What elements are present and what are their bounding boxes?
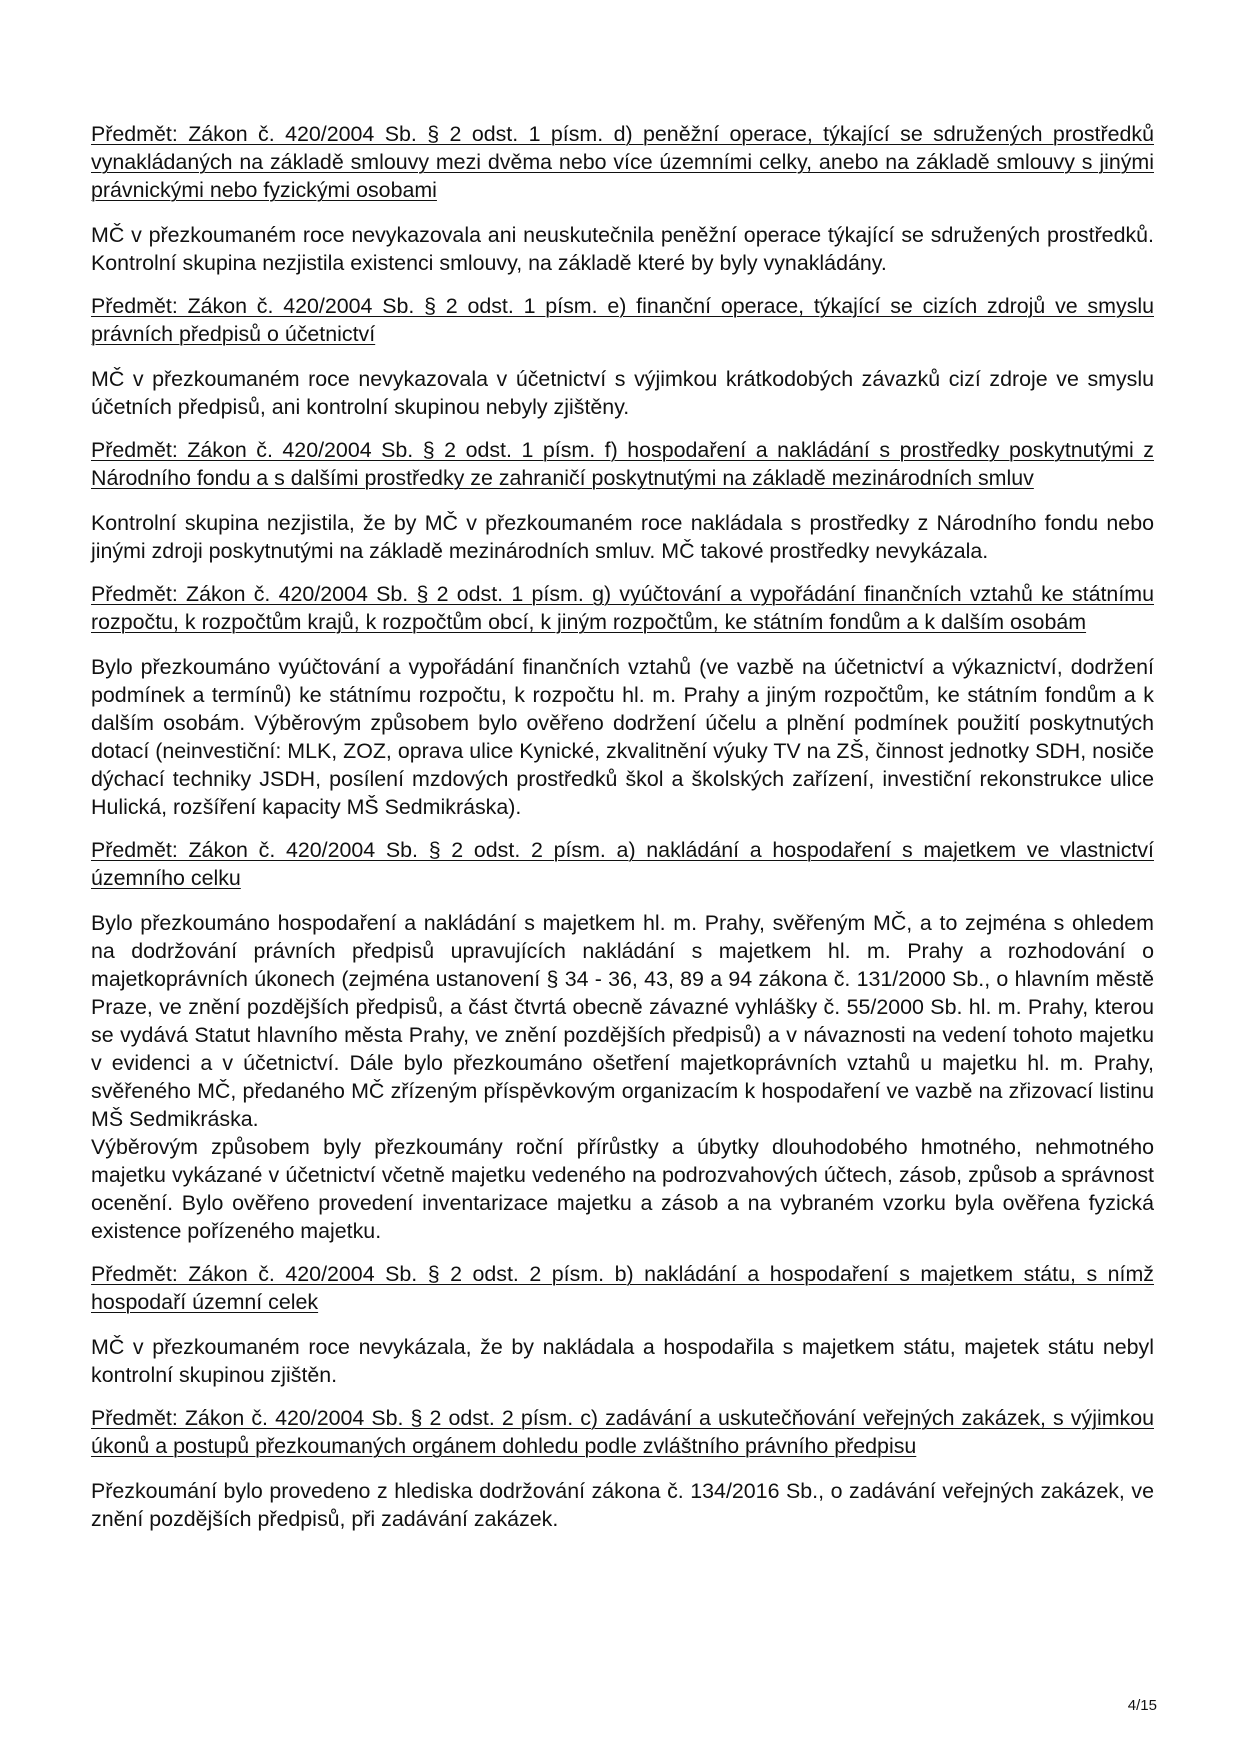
document-content (91, 0, 1154, 1533)
section-heading: Předmět: Zákon č. 420/2004 Sb. § 2 odst. 2 písm. c) zadávání a uskutečňování veřejných zakázek, s výjimkou úkonů a postupů přezkoumaných orgánem dohledu podle zvláštního právního předpisu (91, 1406, 1154, 1458)
section-heading: Předmět: Zákon č. 420/2004 Sb. § 2 odst. 2 písm. a) nakládání a hospodaření s majetkem ve vlastnictví územního celku (91, 838, 1154, 890)
section-e (91, 292, 1154, 421)
section-2c (91, 1404, 1154, 1533)
section-heading: Předmět: Zákon č. 420/2004 Sb. § 2 odst. 1 písm. d) peněžní operace, týkající se sdružených prostředků vynakládaných na základě smlouvy mezi dvěma nebo více územními celky, anebo na základě smlouvy s jinými právnickými nebo fyzickými osobami (91, 122, 1154, 202)
section-heading: Předmět: Zákon č. 420/2004 Sb. § 2 odst. 1 písm. e) finanční operace, týkající se cizích zdrojů ve smyslu právních předpisů o účetnictví (91, 294, 1154, 346)
section-paragraph: MČ v přezkoumaném roce nevykazovala v účetnictví s výjimkou krátkodobých závazků cizí zdroje ve smyslu účetních předpisů, ani kontrolní skupinou nebyly zjištěny. (91, 367, 1154, 419)
page-number: 4/15 (1127, 1697, 1157, 1714)
section-paragraph: Bylo přezkoumáno vyúčtování a vypořádání finančních vztahů (ve vazbě na účetnictví a výkaznictví, dodržení podmínek a termínů) ke státnímu rozpočtu, k rozpočtu hl. m. Prahy a jiným rozpočtům, ke státním fondům a k dalším osobám. Výběrovým způsobem bylo ověřeno dodržení účelu a plnění podmínek použití poskytnutých dotací (neinvestiční: MLK, ZOZ, oprava ulice Kynické, zkvalitnění výuky TV na ZŠ, činnost jednotky SDH, nosiče dýchací techniky JSDH, posílení mzdových prostředků škol a školských zařízení, investiční rekonstrukce ulice Hulická, rozšíření kapacity MŠ Sedmikráska). (91, 655, 1154, 819)
section-paragraph: Bylo přezkoumáno hospodaření a nakládání s majetkem hl. m. Prahy, svěřeným MČ, a to zejména s ohledem na dodržování právních předpisů upravujících nakládání s majetkem hl. m. Prahy a rozhodování o majetkoprávních úkonech (zejména ustanovení § 34 - 36, 43, 89 a 94 zákona č. 131/2000 Sb., o hlavním městě Praze, ve znění pozdějších předpisů, a část čtvrtá obecně závazné vyhlášky č. 55/2000 Sb. hl. m. Prahy, kterou se vydává Statut hlavního města Prahy, ve znění pozdějších předpisů) a v návaznosti na vedení tohoto majetku v evidenci a v účetnictví. Dále bylo přezkoumáno ošetření majetkoprávních vztahů u majetku hl. m. Prahy, svěřeného MČ, předaného MČ zřízeným příspěvkovým organizacím k hospodaření ve vazbě na zřizovací listinu MŠ Sedmikráska. (91, 911, 1154, 1131)
section-paragraph: MČ v přezkoumaném roce nevykázala, že by nakládala a hospodařila s majetkem státu, majetek státu nebyl kontrolní skupinou zjištěn. (91, 1335, 1154, 1387)
section-2a (91, 836, 1154, 1245)
section-g (91, 580, 1154, 821)
section-heading: Předmět: Zákon č. 420/2004 Sb. § 2 odst. 1 písm. g) vyúčtování a vypořádání finančních vztahů ke státnímu rozpočtu, k rozpočtům krajů, k rozpočtům obcí, k jiným rozpočtům, ke státním fondům a k dalším osobám (91, 582, 1154, 634)
section-paragraph: Kontrolní skupina nezjistila, že by MČ v přezkoumaném roce nakládala s prostředky z Národního fondu nebo jinými zdroji poskytnutými na základě mezinárodních smluv. MČ takové prostředky nevykázala. (91, 511, 1154, 563)
section-paragraph: Přezkoumání bylo provedeno z hlediska dodržování zákona č. 134/2016 Sb., o zadávání veřejných zakázek, ve znění pozdějších předpisů, při zadávání zakázek. (91, 1479, 1154, 1531)
section-paragraph: Výběrovým způsobem byly přezkoumány roční přírůstky a úbytky dlouhodobého hmotného, nehmotného majetku vykázané v účetnictví včetně majetku vedeného na podrozvahových účtech, zásob, způsob a správnost ocenění. Bylo ověřeno provedení inventarizace majetku a zásob a na vybraném vzorku byla ověřena fyzická existence pořízeného majetku. (91, 1135, 1154, 1243)
section-heading: Předmět: Zákon č. 420/2004 Sb. § 2 odst. 1 písm. f) hospodaření a nakládání s prostředky poskytnutými z Národního fondu a s dalšími prostředky ze zahraničí poskytnutými na základě mezinárodních smluv (91, 438, 1154, 490)
section-2b (91, 1260, 1154, 1389)
section-heading: Předmět: Zákon č. 420/2004 Sb. § 2 odst. 2 písm. b) nakládání a hospodaření s majetkem státu, s nímž hospodaří územní celek (91, 1262, 1154, 1314)
section-paragraph: MČ v přezkoumaném roce nevykazovala ani neuskutečnila peněžní operace týkající se sdružených prostředků. Kontrolní skupina nezjistila existenci smlouvy, na základě které by byly vynakládány. (91, 223, 1154, 275)
section-f (91, 436, 1154, 565)
section-d (91, 120, 1154, 277)
